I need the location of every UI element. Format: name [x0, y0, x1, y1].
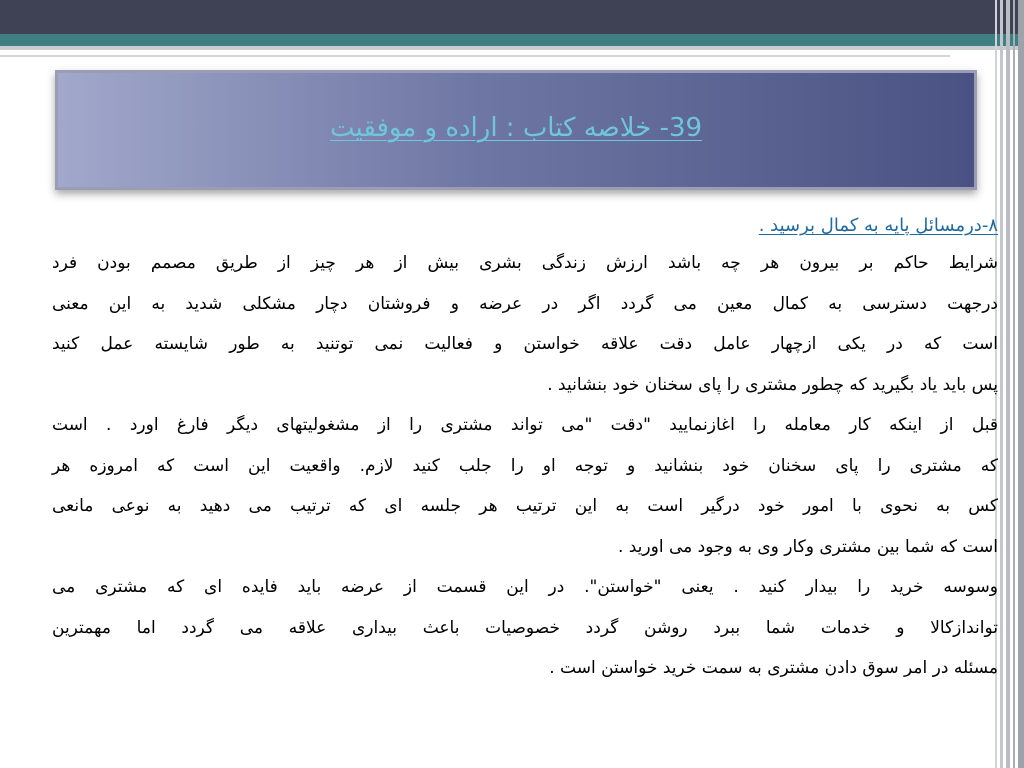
top-band-thin-line: [0, 55, 950, 57]
title-box: [55, 70, 977, 190]
text-line: قبل از اینکه کار معامله را اغازنمایید "دقت "می تواند مشتری را از مشغولیتهای دیگر فارغ اورد . است: [52, 415, 998, 435]
text-line: شرایط حاکم بر بیرون هر چه باشد ارزش زندگی بشری بیش از هر چیز از طریق مصمم بودن فرد: [52, 253, 998, 273]
text-line: وسوسه خرید را بیدار کنید . یعنی "خواستن". در این قسمت از عرضه باید فایده ای که مشتری می: [52, 577, 998, 597]
text-line: درجهت دسترسی به کمال معین می گردد اگر در عرضه و فروشتان دچار مشکلی شدید به این معنی: [52, 293, 998, 314]
text-line: است که در یکی ازچهار عامل دقت علاقه خواستن و فعالیت نمی توتنید به طور شایسته عمل کنید: [52, 334, 998, 354]
text-line: تواندازکالا و خدمات شما ببرد روشن گردد خصوصیات باعث بیداری علاقه می گردد اما مهمترین: [52, 617, 998, 638]
paragraph-3: [52, 567, 998, 689]
text-line: پس باید یاد بگیرید که چطور مشتری را پای سخنان خود بنشانید .: [547, 374, 998, 395]
slide-title[interactable]: 39- خلاصه کتاب : اراده و موفقیت: [329, 113, 703, 143]
slide-body: [52, 213, 998, 689]
top-band-dark: [0, 0, 1024, 34]
paragraph-2: [52, 405, 998, 567]
top-band-gray: [0, 46, 1024, 50]
top-band-teal: [0, 34, 1024, 46]
text-line: مسئله در امر سوق دادن مشتری به سمت خرید خواستن است .: [549, 658, 998, 678]
paragraph-1: [52, 243, 998, 405]
text-line: که مشتری را پای سخنان خود بنشانید و توجه او را جلب کنید لازم. واقعیت این است که امروزه هر: [52, 455, 998, 476]
text-line: است که شما بین مشتری وکار وی به وجود می اورید .: [617, 536, 998, 557]
section-heading[interactable]: ۸-درمسائل پایه به کمال برسید .: [758, 215, 998, 236]
text-line: کس به نحوی با امور خود درگیر است به این ترتیب هر جلسه ای که ترتیب می دهید به نوعی مانعی: [52, 496, 998, 516]
